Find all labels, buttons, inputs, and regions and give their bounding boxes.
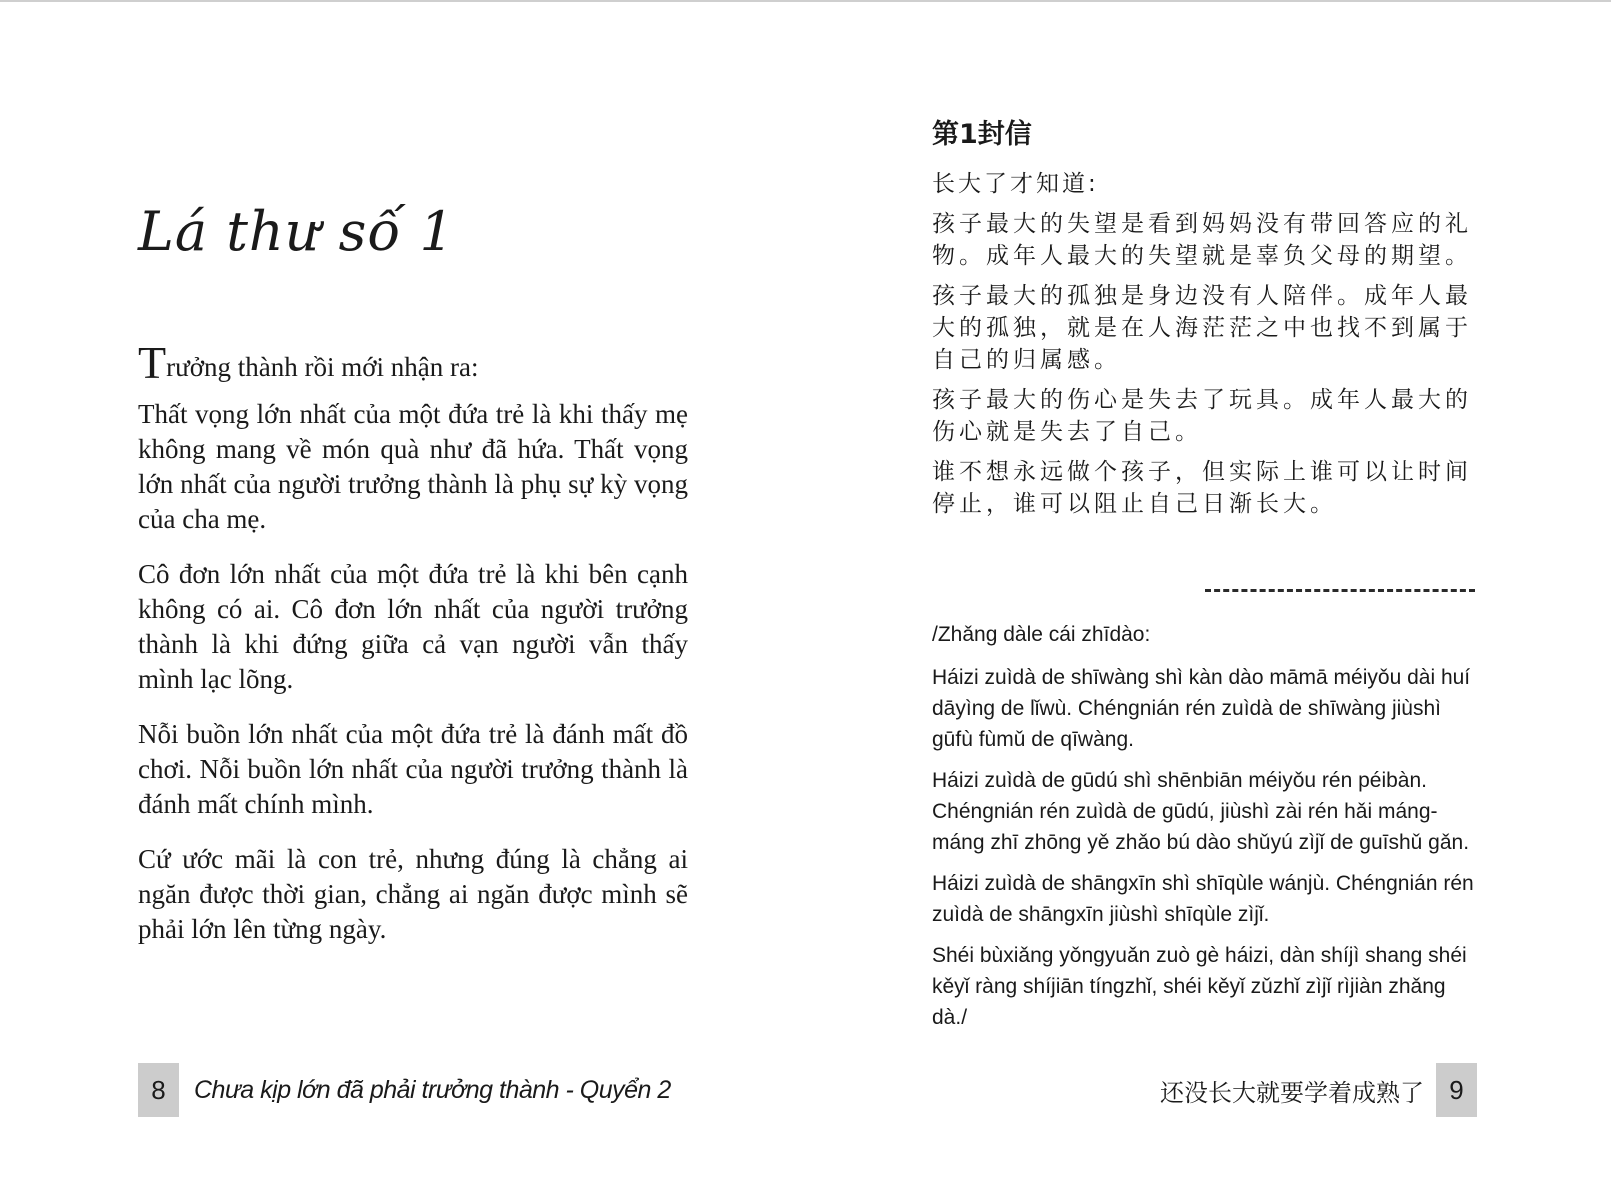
right-footer bbox=[1160, 1063, 1477, 1117]
pinyin-text-block bbox=[932, 620, 1477, 1043]
left-footer bbox=[138, 1063, 671, 1117]
pinyin-paragraph: Háizi zuìdà de shīwàng shì kàn dào māmā méiyǒu dài huí dāyìng de lǐwù. Chéngnián rén zuìdà de shīwàng jiùshì gūfù fùmǔ de qīwàng. bbox=[932, 666, 1471, 751]
chinese-intro: 长大了才知道: bbox=[932, 171, 1099, 197]
chinese-paragraph: 孩子最大的失望是看到妈妈没有带回答应的礼物。成年人最大的失望就是辜负父母的期望。 bbox=[932, 211, 1472, 269]
running-title-right: 还没长大就要学着成熟了 bbox=[1160, 1078, 1424, 1107]
left-body bbox=[138, 337, 688, 967]
running-title-left: Chưa kịp lớn đã phải trưởng thành - Quyển 2 bbox=[194, 1075, 671, 1104]
chinese-paragraph: 孩子最大的孤独是身边没有人陪伴。成年人最大的孤独，就是在人海茫茫之中也找不到属于自己的归属感。 bbox=[932, 283, 1472, 373]
pinyin-intro: /Zhǎng dàle cái zhīdào: bbox=[932, 623, 1151, 646]
pinyin-paragraph: Háizi zuìdà de shāngxīn shì shīqùle wánjù. Chéngnián rén zuìdà de shāngxīn jiùshì shīqùle zìjǐ. bbox=[932, 872, 1474, 926]
paragraph: Cứ ước mãi là con trẻ, nhưng đúng là chẳng ai ngăn được thời gian, chẳng ai ngăn được mình sẽ phải lớn lên từng ngày. bbox=[138, 844, 688, 944]
chinese-paragraph: 谁不想永远做个孩子，但实际上谁可以让时间停止，谁可以阻止自己日渐长大。 bbox=[932, 459, 1472, 517]
paragraph: Thất vọng lớn nhất của một đứa trẻ là khi thấy mẹ không mang về món quà như đã hứa. Thất vọng lớn nhất của người trưởng thành là phụ sự kỳ vọng của cha mẹ. bbox=[138, 399, 688, 534]
intro-text: rưởng thành rồi mới nhận ra: bbox=[166, 352, 479, 382]
top-rule bbox=[0, 0, 1611, 2]
letter-title: Lá thư số 1 bbox=[138, 200, 455, 263]
chinese-paragraph: 孩子最大的伤心是失去了玩具。成年人最大的伤心就是失去了自己。 bbox=[932, 387, 1472, 445]
chinese-heading: 第1封信 bbox=[932, 119, 1032, 150]
chinese-text-block bbox=[932, 168, 1477, 528]
paragraph: Cô đơn lớn nhất của một đứa trẻ là khi bên cạnh không có ai. Cô đơn lớn nhất của người trưởng thành là khi đứng giữa cả vạn người vẫn thấy mình lạc lõng. bbox=[138, 559, 688, 694]
page-number-left: 8 bbox=[138, 1063, 179, 1117]
dashed-divider bbox=[1205, 589, 1475, 592]
drop-cap: T bbox=[138, 337, 167, 388]
pinyin-paragraph: Shéi bùxiǎng yǒngyuǎn zuò gè háizi, dàn shíjì shang shéi kěyǐ ràng shíjiān tíngzhǐ, shéi kěyǐ zǔzhǐ zìjǐ rìjiàn zhǎng dà./ bbox=[932, 944, 1467, 1029]
pinyin-paragraph: Háizi zuìdà de gūdú shì shēnbiān méiyǒu rén péibàn. Chéngnián rén zuìdà de gūdú, jiùshì zài rén hǎi máng-máng zhī zhōng yě zhǎo bú dào shǔyú zìjǐ de guīshǔ gǎn. bbox=[932, 769, 1470, 854]
paragraph: Nỗi buồn lớn nhất của một đứa trẻ là đánh mất đồ chơi. Nỗi buồn lớn nhất của người trưởng thành là đánh mất chính mình. bbox=[138, 719, 688, 819]
intro-line bbox=[138, 337, 688, 388]
page-number-right: 9 bbox=[1436, 1063, 1477, 1117]
